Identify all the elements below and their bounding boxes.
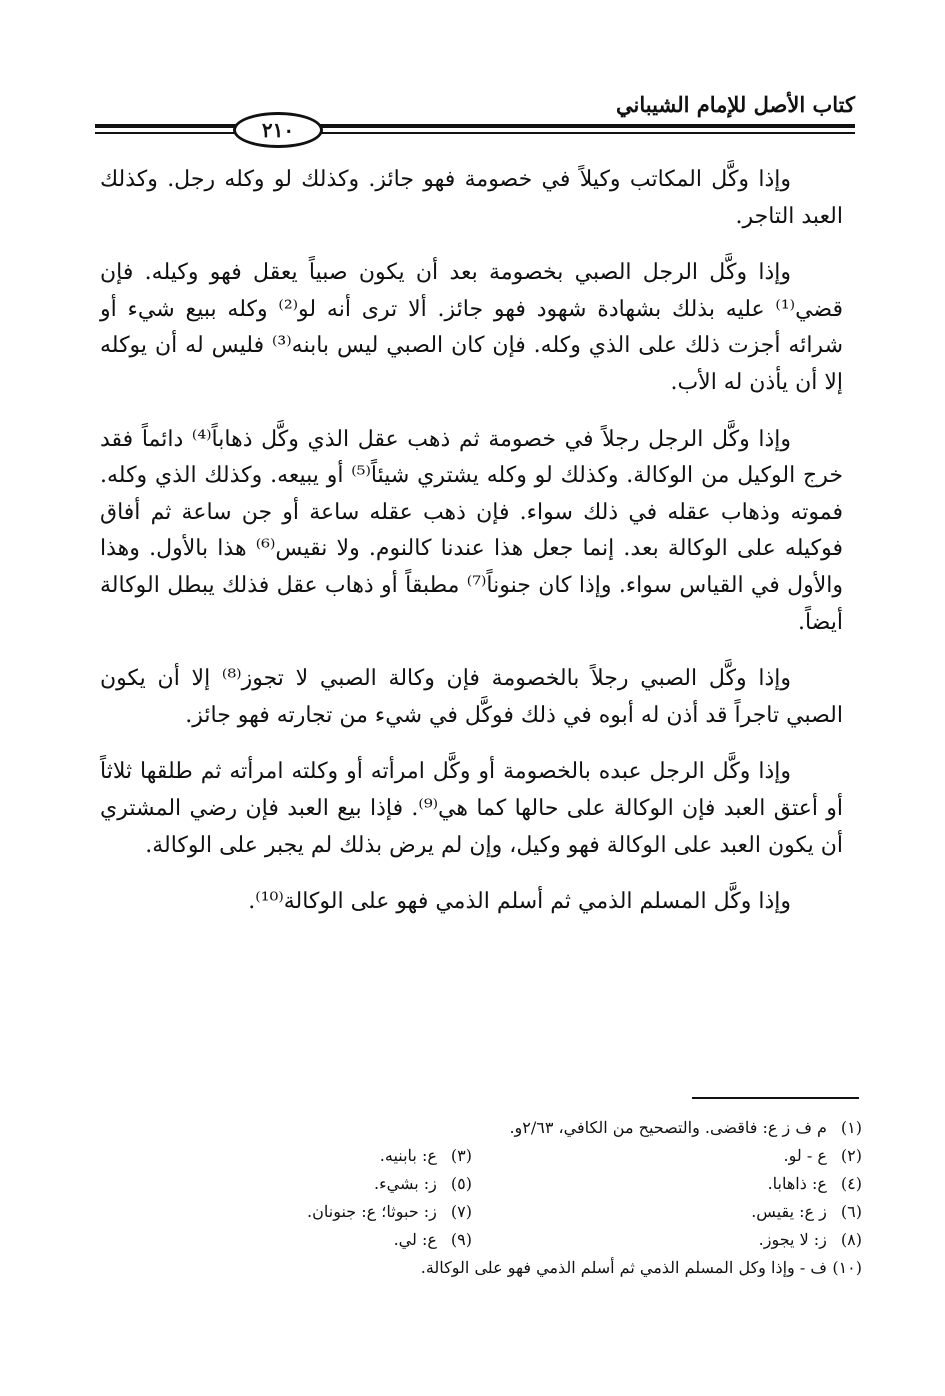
page-header bbox=[95, 92, 855, 148]
footnote-text: ف - وإذا وكل المسلم الذمي ثم أسلم الذمي فهو على الوكالة. bbox=[420, 1258, 827, 1277]
footnote bbox=[472, 1142, 862, 1170]
footnote-number: (٣) bbox=[450, 1146, 472, 1165]
main-text bbox=[100, 162, 843, 941]
footnote-row bbox=[220, 1170, 862, 1198]
book-title: كتاب الأصل للإمام الشيباني bbox=[616, 92, 855, 117]
footnote-text: م ف ز ع: فاقضى. والتصحيح من الكافي، ٢/٦٣و. bbox=[509, 1118, 827, 1137]
footnotes bbox=[220, 1114, 862, 1282]
footnote-number: (٦) bbox=[840, 1202, 862, 1221]
footnote-number: (١٠) bbox=[832, 1258, 862, 1277]
footnote bbox=[220, 1254, 862, 1282]
footnote bbox=[472, 1170, 862, 1198]
footnote-number: (٩) bbox=[450, 1230, 472, 1249]
footnote bbox=[220, 1226, 472, 1254]
page-number: ٢١٠ bbox=[233, 112, 323, 148]
footnote-row bbox=[220, 1226, 862, 1254]
footnote-row bbox=[220, 1142, 862, 1170]
footnote bbox=[220, 1170, 472, 1198]
footnote-number: (٤) bbox=[840, 1174, 862, 1193]
header-rule-thin bbox=[95, 132, 855, 134]
paragraph: وإذا وكَّل الصبي رجلاً بالخصومة فإن وكالة الصبي لا تجوز⁽⁸⁾ إلا أن يكون الصبي تاجراً قد أذن له أبوه في ذلك فوكَّل في شيء من تجارته فهو جائز. bbox=[100, 666, 843, 728]
footnote-text: ز: بشيء. bbox=[374, 1174, 437, 1193]
paragraph: وإذا وكَّل الرجل عبده بالخصومة أو وكَّل امرأته أو وكلته امرأته ثم طلقها ثلاثاً أو أعتق العبد فإن الوكالة على حالها كما هي⁽⁹⁾. فإذا بيع العبد فإن رضي المشتري أن يكون العبد على الوكالة فهو وكيل، وإن لم يرض بذلك لم يجبر على الوكالة. bbox=[100, 759, 844, 858]
footnote bbox=[220, 1198, 472, 1226]
footnote-text: ع: لي. bbox=[393, 1230, 437, 1249]
footnote-number: (١) bbox=[840, 1118, 862, 1137]
footnote-separator bbox=[692, 1097, 859, 1099]
paragraph: وإذا وكَّل الرجل الصبي بخصومة بعد أن يكون صبياً يعقل فهو وكيله. فإن قضي⁽¹⁾ عليه بذلك بشهادة شهود فهو جائز. ألا ترى أنه لو⁽²⁾ وكله ببيع شيء أو شرائه أجزت ذلك على الذي وكله. فإن كان الصبي ليس بابنه⁽³⁾ فليس له أن يوكله إلا أن يأذن له الأب. bbox=[100, 260, 844, 395]
footnote-text: ع: ذاهابا. bbox=[767, 1174, 827, 1193]
footnote-text: ع - لو. bbox=[783, 1146, 827, 1165]
paragraph: وإذا وكَّل المكاتب وكيلاً في خصومة فهو جائز. وكذلك لو وكله رجل. وكذلك العبد التاجر. bbox=[100, 167, 843, 229]
paragraph: وإذا وكَّل المسلم الذمي ثم أسلم الذمي فهو على الوكالة⁽¹⁰⁾. bbox=[248, 889, 791, 915]
footnote-text: ز ع: يقيس. bbox=[751, 1202, 827, 1221]
footnote-number: (٧) bbox=[450, 1202, 472, 1221]
header-rule-thick bbox=[95, 124, 855, 128]
footnote-row bbox=[220, 1198, 862, 1226]
footnote-text: ع: بابنيه. bbox=[379, 1146, 437, 1165]
footnote bbox=[220, 1114, 862, 1142]
footnote-number: (٨) bbox=[840, 1230, 862, 1249]
footnote-number: (٥) bbox=[450, 1174, 472, 1193]
paragraph: وإذا وكَّل الرجل رجلاً في خصومة ثم ذهب عقل الذي وكَّل ذهاباً⁽⁴⁾ دائماً فقد خرج الوكيل من الوكالة. وكذلك لو وكله يشتري شيئاً⁽⁵⁾ أو يبيعه. وكذلك الذي وكله. فموته وذهاب عقله في ذلك سواء. فإن ذهب عقله ساعة أو جن ساعة ثم أفاق فوكيله على الوكالة بعد. إنما جعل هذا عندنا كالنوم. ولا نقيس⁽⁶⁾ هذا بالأول. وهذا والأول في القياس سواء. وإذا كان جنوناً⁽⁷⁾ مطبقاً أو ذهاب عقل فذلك يبطل الوكالة أيضاً. bbox=[100, 426, 844, 635]
footnote-text: ز: لا يجوز. bbox=[758, 1230, 827, 1249]
footnote bbox=[220, 1142, 472, 1170]
footnote bbox=[472, 1198, 862, 1226]
footnote bbox=[472, 1226, 862, 1254]
footnote-text: ز: حبوثا؛ ع: جنونان. bbox=[307, 1202, 437, 1221]
footnote-number: (٢) bbox=[840, 1146, 862, 1165]
